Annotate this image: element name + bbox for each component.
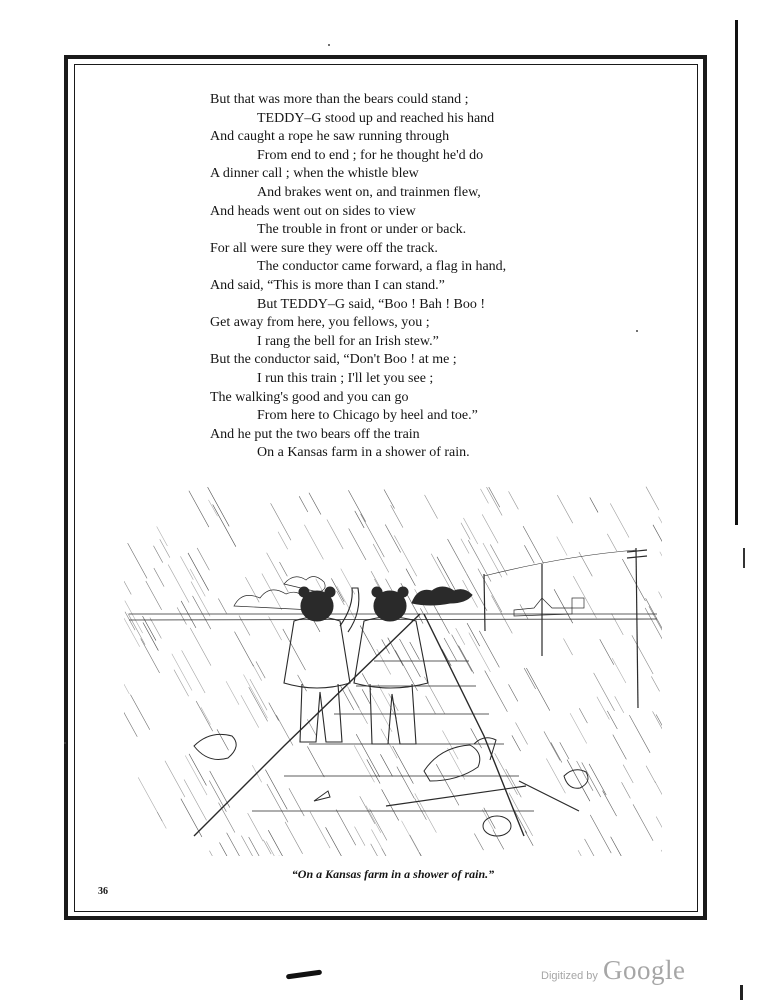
poem-line: But TEDDY–G said, “Boo ! Bah ! Boo ! (257, 296, 485, 312)
scan-speck (328, 44, 330, 46)
google-logo: Google (602, 955, 686, 985)
ink-stroke-mark (286, 970, 322, 980)
scan-edge-mark-small (743, 548, 745, 568)
poem-line: Get away from here, you fellows, you ; (210, 315, 430, 331)
poem-line: And he put the two bears off the train (210, 426, 420, 442)
railroad-track (194, 614, 534, 836)
watermark-prefix: Digitized by (541, 970, 598, 982)
poem-line: And heads went out on sides to view (210, 203, 416, 219)
poem-line: And caught a rope he saw running through (210, 129, 450, 145)
scan-edge-mark (735, 20, 738, 525)
scan-speck (636, 330, 638, 332)
poem-text (210, 91, 610, 463)
poem-line: For all were sure they were off the track. (210, 240, 438, 256)
page-number: 36 (98, 886, 108, 897)
google-watermark (541, 955, 685, 986)
illustration-caption: “On a Kansas farm in a shower of rain.” (291, 867, 495, 881)
poem-line: TEDDY–G stood up and reached his hand (257, 110, 495, 126)
bear-right (354, 587, 428, 744)
rain-illustration (124, 486, 662, 856)
poem-line: And said, “This is more than I can stand.” (210, 277, 445, 293)
poem-line: The conductor came forward, a flag in hand, (257, 259, 507, 275)
poem-line: The trouble in front or under or back. (257, 222, 467, 238)
poem-line: I rang the bell for an Irish stew.” (257, 333, 439, 349)
poem-line: On a Kansas farm in a shower of rain. (257, 445, 470, 461)
bear-left (284, 587, 359, 742)
poem-line: From end to end ; for he thought he'd do (257, 147, 484, 163)
poem-line: The walking's good and you can go (210, 389, 409, 405)
scan-speck (64, 742, 66, 744)
poem-line: And brakes went on, and trainmen flew, (257, 184, 481, 200)
poem-line: But the conductor said, “Don't Boo ! at me ; (210, 352, 457, 368)
telegraph-poles (484, 548, 647, 708)
poem-line: I run this train ; I'll let you see ; (257, 370, 434, 386)
scan-edge-mark-bottom (740, 985, 743, 1000)
poem-line: But that was more than the bears could stand ; (210, 92, 469, 107)
rain-hatching (124, 487, 662, 856)
dropped-satchel (194, 734, 588, 836)
poem-line: A dinner call ; when the whistle blew (210, 166, 419, 182)
poem-line: From here to Chicago by heel and toe.” (257, 408, 478, 424)
train-smoke (412, 587, 472, 605)
